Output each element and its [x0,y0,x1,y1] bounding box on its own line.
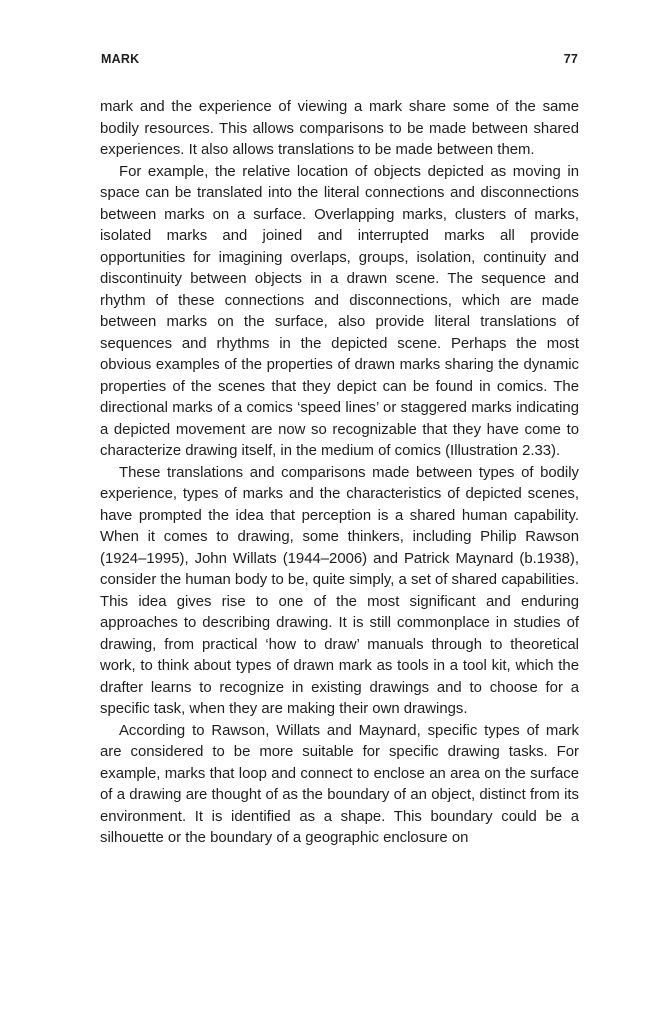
body-text [100,97,579,850]
paragraph-3: These translations and comparisons made between types of bodily experience, types of marks and the characteristics of depicted scenes, have prompted the idea that perception is a shared human capability. When it comes to drawing, some thinkers, including Philip Rawson (1924–1995), John Willats (1944–2006) and Patrick Maynard (b.1938), consider the human body to be, quite simply, a set of shared capabilities. This idea gives rise to one of the most significant and enduring approaches to describing drawing. It is still commonplace in studies of drawing, from practical ‘how to draw’ manuals through to theoretical work, to think about types of drawn mark as tools in a tool kit, which the drafter learns to recognize in existing drawings and to choose for a specific task, when they are making their own drawings. [100,464,579,717]
paragraph-1: mark and the experience of viewing a mark share some of the same bodily resources. This allows comparisons to be made between shared experiences. It also allows translations to be made between them. [100,99,579,158]
page-number: 77 [563,52,578,66]
paragraph-2: For example, the relative location of objects depicted as moving in space can be translated into the literal connections and disconnections between marks on a surface. Overlapping marks, clusters of marks, isolated marks and joined and interrupted marks all provide opportunities for imagining overlaps, groups, isolation, continuity and discontinuity between objects in a drawn scene. The sequence and rhythm of these connections and disconnections, which are made between marks on the surface, also provide literal translations of sequences and rhythms in the depicted scene. Perhaps the most obvious examples of the properties of drawn marks sharing the dynamic properties of the scenes that they depict can be found in comics. The directional marks of a comics ‘speed lines’ or staggered marks indicating a depicted movement are now so recognizable that they have come to characterize drawing itself, in the medium of comics (Illustration 2.33). [100,163,579,459]
running-head [101,52,578,68]
running-title: MARK [101,52,140,66]
paragraph-4: According to Rawson, Willats and Maynard, specific types of mark are considered to be more suitable for specific drawing tasks. For example, marks that loop and connect to enclose an area on the surface of a drawing are thought of as the boundary of an object, distinct from its environment. It is identified as a shape. This boundary could be a silhouette or the boundary of a geographic enclosure on [100,722,579,846]
